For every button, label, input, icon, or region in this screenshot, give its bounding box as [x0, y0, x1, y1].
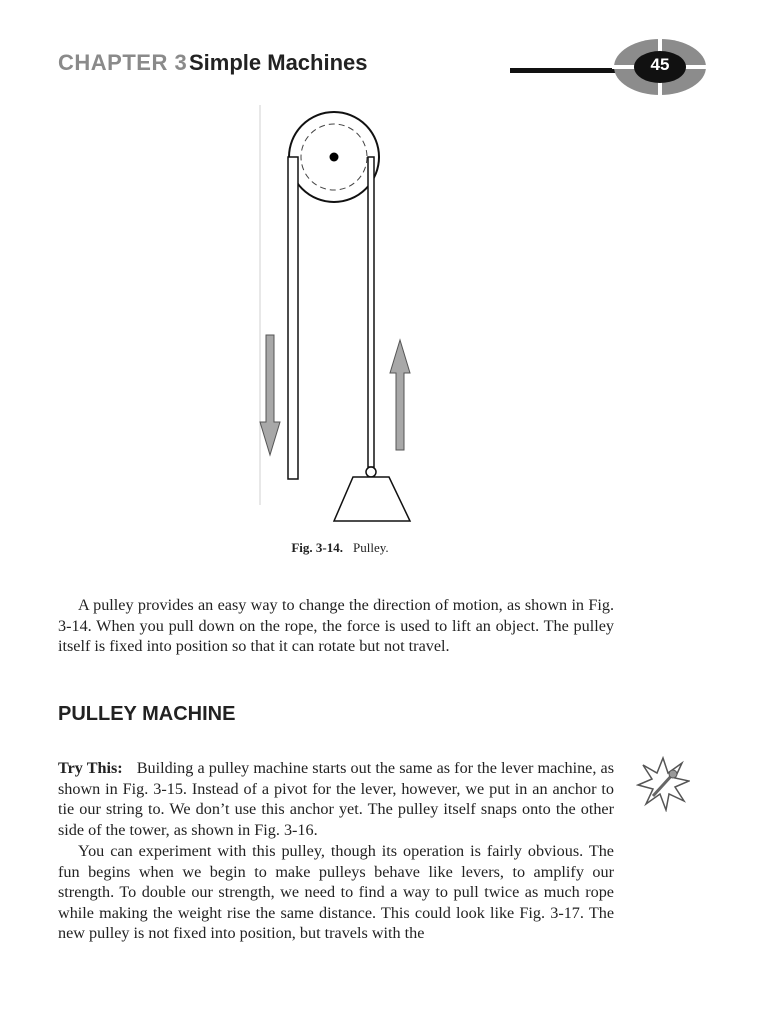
- figure-caption-text: Pulley.: [353, 540, 389, 555]
- try-this-text: Building a pulley machine starts out the same as for the lever machine, as shown in Fig. 3-15. Instead of a pivot for the lever, however, we put in an anchor to tie our string to. We don’t use this anchor yet. The pulley itself snaps onto the other side of the tower, as shown in Fig. 3-16.: [58, 759, 614, 839]
- chapter-title: Simple Machines: [189, 50, 368, 75]
- weight-block: [334, 477, 410, 521]
- rope-right: [368, 157, 374, 467]
- down-arrow: [260, 335, 280, 455]
- figure-label: Fig. 3-14.: [291, 540, 343, 555]
- pulley-figure: [255, 105, 425, 525]
- section-heading: PULLEY MACHINE: [58, 703, 236, 725]
- pulley-axle: [330, 153, 339, 162]
- page-number: 45: [650, 55, 670, 74]
- chapter-label: CHAPTER 3: [58, 50, 188, 75]
- intro-paragraph: A pulley provides an easy way to change the direction of motion, as shown in Fig. 3-14. When you pull down on the rope, the force is used to lift an object. The pulley itself is fixed into position so that it can rotate but not travel.: [58, 596, 614, 656]
- try-this-starburst-icon: [636, 756, 690, 812]
- try-this-paragraph: [58, 758, 614, 840]
- rope-left: [288, 157, 298, 479]
- figure-caption: [0, 540, 680, 556]
- up-arrow: [390, 340, 410, 450]
- weight-hook: [366, 467, 376, 477]
- try-this-label: Try This:: [58, 759, 123, 777]
- body-paragraph: You can experiment with this pulley, though its operation is fairly obvious. The fun begins when we begin to make pulleys behave like levers, to amplify our strength. To double our strength, we need to find a way to pull twice as much rope while making the weight rise the same distance. This could look like Fig. 3-17. The new pulley is not fixed into position, but travels with the: [58, 842, 614, 943]
